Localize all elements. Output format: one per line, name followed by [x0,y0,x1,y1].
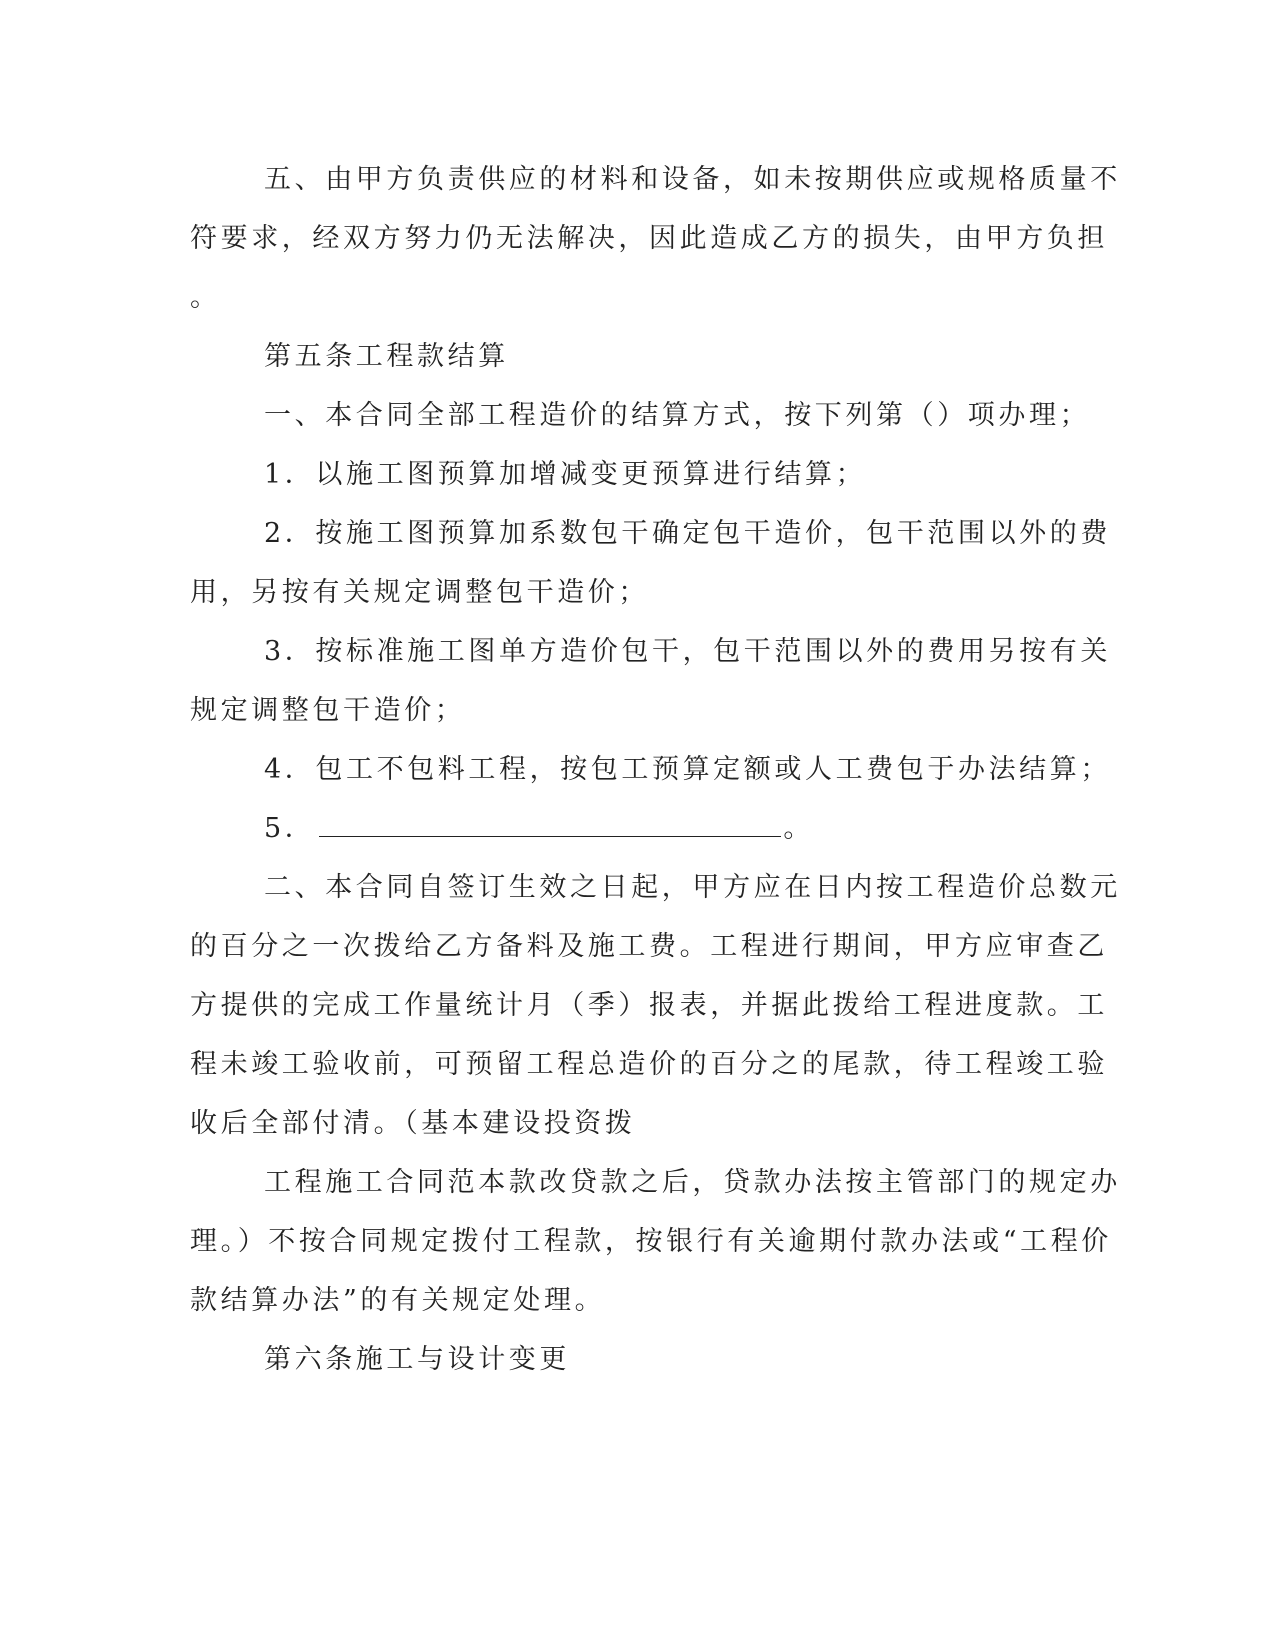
list-item: 4．包工不包料工程，按包工预算定额或人工费包于办法结算； [264,754,1111,785]
fill-in-blank [319,812,781,837]
paragraph-line: 程未竣工验收前，可预留工程总造价的百分之的尾款，待工程竣工验 [190,1049,1108,1080]
paragraph-line: 工程施工合同范本款改贷款之后，贷款办法按主管部门的规定办 [264,1167,1121,1198]
list-item-continuation: 规定调整包干造价； [190,695,466,726]
list-item-number: 5． [264,813,316,844]
paragraph-line: 的百分之一次拨给乙方备料及施工费。工程进行期间，甲方应审查乙 [190,931,1108,962]
list-item: 3．按标准施工图单方造价包干，包干范围以外的费用另按有关 [264,636,1111,667]
paragraph-line: 二、本合同自签订生效之日起，甲方应在日内按工程造价总数元 [264,872,1121,903]
paragraph-line: 一、本合同全部工程造价的结算方式，按下列第（）项办理； [264,400,1091,431]
paragraph-line: 符要求，经双方努力仍无法解决，因此造成乙方的损失，由甲方负担 [190,223,1108,254]
paragraph-line: 。 [190,282,221,313]
section-heading: 第六条施工与设计变更 [264,1344,570,1375]
paragraph-line: 款结算办法”的有关规定处理。 [190,1285,606,1316]
list-item: 2．按施工图预算加系数包干确定包干造价，包干范围以外的费 [264,518,1111,549]
paragraph-line: 收后全部付清。（基本建设投资拨 [190,1108,636,1139]
list-item-continuation: 用，另按有关规定调整包干造价； [190,577,649,608]
list-item: 1．以施工图预算加增减变更预算进行结算； [264,459,867,490]
paragraph-line: 理。）不按合同规定拨付工程款，按银行有关逾期付款办法或“工程价 [190,1226,1112,1257]
section-heading: 第五条工程款结算 [264,341,509,372]
paragraph-line: 五、由甲方负责供应的材料和设备，如未按期供应或规格质量不 [264,164,1121,195]
paragraph-line: 方提供的完成工作量统计月（季）报表，并据此拨给工程进度款。工 [190,990,1108,1021]
list-item-blank [264,809,814,849]
list-item-end-mark: 。 [783,813,814,844]
